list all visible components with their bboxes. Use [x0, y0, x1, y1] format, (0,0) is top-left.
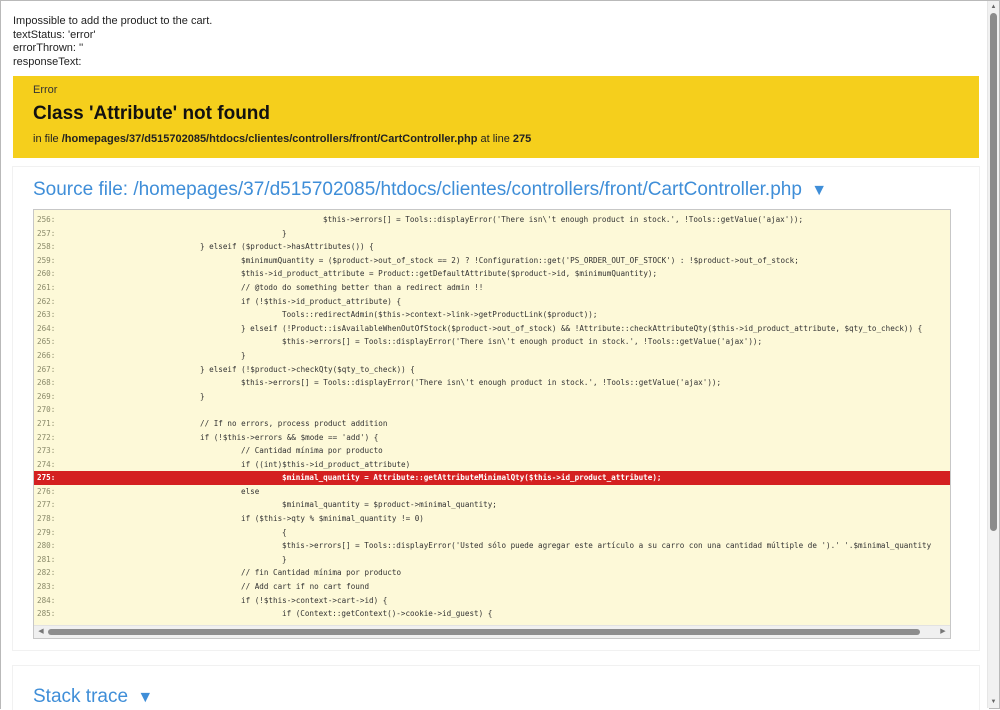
code-line: [34, 376, 950, 390]
location-mid: at line: [480, 133, 510, 145]
line-number: 256:: [37, 215, 56, 224]
code-text: if ((int)$this->id_product_attribute): [241, 459, 411, 469]
code-line: [34, 335, 950, 349]
scroll-right-icon[interactable]: ▶: [940, 628, 946, 635]
code-line: [34, 267, 950, 281]
code-text: Tools::redirectAdmin($this->context->link->getProductLink($product));: [282, 310, 598, 320]
error-title: Class 'Attribute' not found: [33, 103, 271, 124]
code-line: [34, 363, 950, 377]
line-number: 259:: [37, 255, 56, 265]
code-line: [34, 498, 950, 512]
code-text: $this->id_product_attribute = Product::getDefaultAttribute($product->id, $minimumQuantity);: [241, 269, 658, 279]
code-line: [34, 417, 950, 431]
code-line: [34, 607, 950, 621]
line-number: 264:: [37, 323, 56, 333]
error-page: [1, 1, 989, 710]
code-lines: [34, 213, 950, 621]
line-number: 285:: [37, 609, 56, 619]
code-line: [34, 458, 950, 472]
error-line-number: 275: [512, 133, 532, 145]
code-line: [34, 566, 950, 580]
error-banner: [13, 76, 979, 158]
alert-line: textStatus: 'error': [13, 28, 96, 41]
code-text: // fin Cantidad mínima por producto: [241, 568, 402, 578]
code-text: // If no errors, process product addition: [200, 418, 388, 428]
code-text: // @todo do something better than a redirect admin !!: [241, 282, 484, 292]
code-horizontal-scrollbar[interactable]: [34, 625, 950, 638]
code-text: else: [241, 486, 260, 496]
code-text: $minimal_quantity = Attribute::getAttributeMinimalQty($this->id_product_attribute);: [282, 473, 662, 483]
line-number: 275:: [37, 473, 56, 483]
page-vertical-scrollbar[interactable]: [987, 1, 999, 708]
code-text: }: [282, 554, 287, 564]
line-number: 267:: [37, 364, 56, 374]
code-line: [34, 322, 950, 336]
code-line: [34, 308, 950, 322]
code-text: if ($this->qty % $minimal_quantity != 0): [241, 514, 424, 524]
code-line: [34, 349, 950, 363]
code-line: [34, 553, 950, 567]
line-number: 266:: [37, 350, 56, 360]
line-number: 274:: [37, 459, 56, 469]
code-text: $minimal_quantity = $product->minimal_quantity;: [282, 500, 497, 510]
line-number: 269:: [37, 391, 56, 401]
line-number: 280:: [37, 541, 56, 551]
line-number: 257:: [37, 228, 56, 238]
line-number: 277:: [37, 500, 56, 510]
code-line: [34, 254, 950, 268]
line-number: 282:: [37, 568, 56, 578]
alert-line: responseText:: [13, 55, 82, 68]
source-file-panel: [13, 167, 979, 650]
code-line: [34, 526, 950, 540]
code-line: [34, 213, 950, 227]
line-number: 273:: [37, 446, 56, 456]
code-line: [34, 485, 950, 499]
code-line: [34, 580, 950, 594]
scroll-left-icon[interactable]: ◀: [38, 628, 44, 635]
code-scrollbar-thumb[interactable]: [48, 629, 920, 635]
code-text: }: [282, 228, 287, 238]
code-text: if (!$this->id_product_attribute) {: [241, 296, 402, 306]
code-text: if (!$this->context->cart->id) {: [241, 595, 388, 605]
code-line: [34, 539, 950, 553]
code-text: $this->errors[] = Tools::displayError('Usted sólo puede agregar este artículo a su carro con una cantidad múltiple de ').' '.$minimal_quantity: [282, 541, 932, 551]
code-line-highlighted: [34, 471, 950, 485]
code-text: } elseif (!Product::isAvailableWhenOutOfStock($product->out_of_stock) && !Attribute::checkAttributeQty($this->id_product_attribute, $qty_to_check)) {: [241, 323, 923, 333]
line-number: 283:: [37, 582, 56, 592]
error-location: [33, 133, 959, 146]
code-text: }: [241, 350, 246, 360]
code-text: }: [200, 391, 205, 401]
scroll-down-icon[interactable]: ▼: [990, 699, 997, 705]
code-line: [34, 444, 950, 458]
code-text: {: [282, 527, 287, 537]
location-prefix: in file: [33, 133, 59, 145]
error-file-path: /homepages/37/d515702085/htdocs/clientes/controllers/front/CartController.php: [61, 133, 478, 145]
code-line: [34, 227, 950, 241]
line-number: 263:: [37, 310, 56, 320]
code-text: if (!$this->errors && $mode == 'add') {: [200, 432, 379, 442]
ajax-error-message: [13, 15, 212, 69]
code-text: if (Context::getContext()->cookie->id_guest) {: [282, 609, 493, 619]
line-number: 272:: [37, 432, 56, 442]
page-scrollbar-thumb[interactable]: [990, 13, 997, 531]
alert-line: errorThrown: '': [13, 42, 84, 54]
alert-line: Impossible to add the product to the cart.: [13, 15, 213, 27]
code-text: // Add cart if no cart found: [241, 582, 370, 592]
code-line: [34, 594, 950, 608]
source-file-title[interactable]: Source file: /homepages/37/d515702085/htdocs/clientes/controllers/front/CartController.php: [33, 179, 802, 200]
code-line: [34, 403, 950, 417]
code-text: $minimumQuantity = ($product->out_of_stock == 2) ? !Configuration::get('PS_ORDER_OUT_OF_STOCK') : !$product->out_of_stock;: [241, 255, 799, 265]
line-number: 281:: [37, 554, 56, 564]
code-line: [34, 512, 950, 526]
source-file-heading[interactable]: [33, 179, 827, 201]
stack-trace-panel: [13, 666, 979, 710]
stack-trace-heading[interactable]: [33, 686, 153, 708]
code-text: $this->errors[] = Tools::displayError('There isn\'t enough product in stock.', !Tools::getValue('ajax'));: [241, 378, 722, 388]
code-text: // Cantidad mínima por producto: [241, 446, 383, 456]
code-text: $this->errors[] = Tools::displayError('There isn\'t enough product in stock.', !Tools::getValue('ajax'));: [323, 215, 804, 224]
scroll-up-icon[interactable]: ▲: [990, 4, 997, 10]
code-line: [34, 431, 950, 445]
line-number: 279:: [37, 527, 56, 537]
code-line: [34, 295, 950, 309]
stack-trace-title[interactable]: Stack trace: [33, 686, 129, 707]
line-number: 262:: [37, 296, 56, 306]
code-text: $this->errors[] = Tools::displayError('There isn\'t enough product in stock.', !Tools::getValue('ajax'));: [282, 337, 763, 347]
code-line: [34, 281, 950, 295]
line-number: 261:: [37, 282, 56, 292]
line-number: 258:: [37, 242, 56, 252]
error-label: Error: [33, 84, 58, 96]
chevron-down-icon[interactable]: ▼: [811, 182, 828, 199]
code-line: [34, 390, 950, 404]
line-number: 271:: [37, 418, 56, 428]
line-number: 268:: [37, 378, 56, 388]
line-number: 276:: [37, 486, 56, 496]
line-number: 270:: [37, 405, 56, 415]
code-text: } elseif ($product->hasAttributes()) {: [200, 242, 374, 252]
line-number: 284:: [37, 595, 56, 605]
line-number: 260:: [37, 269, 56, 279]
code-line: [34, 240, 950, 254]
line-number: 278:: [37, 514, 56, 524]
line-number: 265:: [37, 337, 56, 347]
code-text: } elseif (!$product->checkQty($qty_to_check)) {: [200, 364, 415, 374]
code-viewer: [33, 209, 951, 639]
chevron-down-icon[interactable]: ▼: [137, 689, 154, 706]
